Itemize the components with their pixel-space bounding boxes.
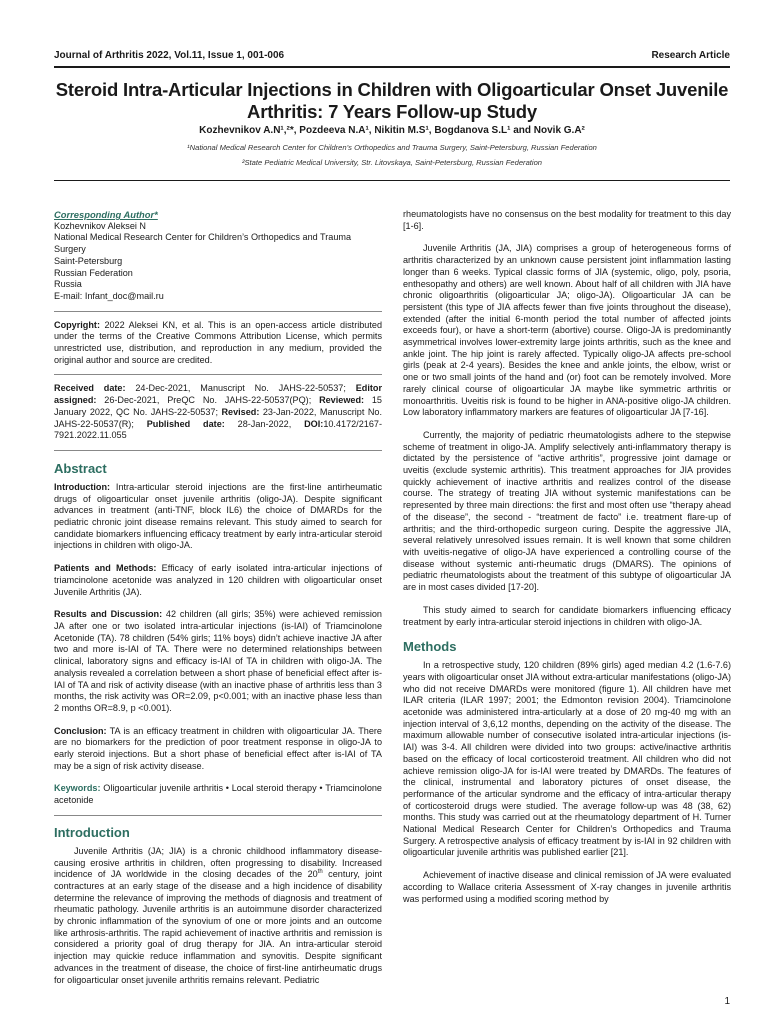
corr-line: Kozhevnikov Aleksei N xyxy=(54,220,146,231)
introduction-paragraph-2: Juvenile Arthritis (JA, JIA) comprises a group of heterogeneous forms of arthritis characterized by an unknown cause persistent joint inflammation lasting longer than 6 weeks. Typical classic forms of JIA (systemic, oligo, poly, psoria, enthesopathy and others) are well known. About half of all children with JIA have chronic oligoarthritis (oligoarticular JA; oligo-JA). Oligoarticular JA can be persistent (this type of JIA affects fewer than five joints throughout the disease), extended (after the initial 6-month period the total number of affected joints exceeds four), or have a short-term (abortive) course. Oligo-JA is predominantly asymmetrical involves lower-extremity large joints arthritis, such as the knee and ankle joint. The hip joint is rarely affected. Typically oligo-JA affects pre-school girls (peak at 2-4 years). Besides the knee and ankle joints, the elbow, wrist or one or two small joints of the hand and (or) foot can be remotely involved. More rarely clinical course of oligoarticular JA maybe like symmetric arthritis or monoarthritis. Uveitis risk is found to be higher in ANA-positive oligo-JA children. Low laboratory inflammatory markers are features of oligoarticular JA [7-16]. xyxy=(403,243,731,418)
doi-link[interactable]: 10.4172/2167-7921.2022.11.055 xyxy=(54,418,382,441)
methods-paragraph-2: Achievement of inactive disease and clinical remission of JA were evaluated according to Wallace criteria Assessment of X-ray changes in juvenile arthritis was performed using a modified scoring method by xyxy=(403,870,731,904)
divider xyxy=(54,311,382,312)
left-column xyxy=(54,209,382,986)
introduction-paragraph-1: Juvenile Arthritis (JA; JIA) is a chronic childhood inflammatory disease-causing erosive arthritis in children, often progressing to disability. Increased incidence of JA worldwide in the closing decades of the 20th century, joint contractures at an early stage of the disease and a high incidence of disability determine the relevance of improving the methods of diagnosis and treatment of rheumatic pathology. Juvenile arthritis is an autoimmune disorder characterized by chronic inflammation of the synovium of one or more joints and an outcome like arthrosis-arthritis. The rapid achievement of inactive arthritis and remission is considered a priority goal of drug therapy for JIA. An intra-articular steroid injection may quickie reduce inflammation and synovitis. Despite significant advances in the treatment of disease, the choice of first-line antirheumatic drugs for oligoarticular onset juvenile arthritis remains relevant. Pediatric xyxy=(54,845,382,985)
keywords: Keywords: Oligoarticular juvenile arthritis • Local steroid therapy • Triamcinolone acetonide xyxy=(54,783,382,806)
divider xyxy=(54,815,382,816)
page-number: 1 xyxy=(724,996,730,1007)
article-type: Research Article xyxy=(651,50,730,61)
correspondence-block xyxy=(54,209,382,303)
affiliation-1: ¹National Medical Research Center for Children’s Orthopedics and Trauma Surgery, Saint-Petersburg, Russian Federation xyxy=(187,143,597,152)
author-list: Kozhevnikov A.N¹,²*, Pozdeeva N.A¹, Nikitin M.S¹, Bogdanova S.L¹ and Novik G.A² xyxy=(199,125,585,136)
affiliation-2: ²State Pediatric Medical University, Str. Litovskaya, Saint-Petersburg, Russian Federation xyxy=(241,158,543,167)
introduction-paragraph-1-continued: rheumatologists have no consensus on the best modality for treatment to this day [1-6]. xyxy=(403,209,731,231)
abstract-heading: Abstract xyxy=(54,460,107,476)
paper-title: Steroid Intra-Articular Injections in Children with Oligoarticular Onset Juvenile Arthritis: 7 Years Follow-up Study xyxy=(55,79,729,122)
corr-email[interactable]: E-mail: Infant_doc@mail.ru xyxy=(54,290,164,301)
divider xyxy=(54,450,382,451)
dates-block: Received date: 24-Dec-2021, Manuscript No. JAHS-22-50537; Editor assigned: 26-Dec-2021, PreQC No. JAHS-22-50537(PQ); Reviewed: 15 January 2022, QC No. JAHS-22-50537; Revised: 23-Jan-2022, Manuscript No. JAHS-22-50537(R); Published date: 28-Jan-2022, DOI:10.4172/2167-7921.2022.11.055 xyxy=(54,383,383,441)
corr-line: Russian Federation xyxy=(54,267,133,278)
introduction-heading: Introduction xyxy=(54,824,130,840)
abstract-introduction: Introduction: Intra-articular steroid injections are the first-line antirheumatic drugs of oligoarticular onset juvenile arthritis (oligo-JA). Despite significant advances in treatment (anti-TNF, block IL6) the choice of DMARDs for the pediatric chronic joint disease remains relevant. This study aimed to search for candidate biomarkers influencing efficacy treatment by early intra-articular steroid injections in children with oligo-JA. xyxy=(54,481,382,551)
abstract-results: Results and Discussion: 42 children (all girls; 35%) were achieved remission JA after one or two isolated intra-articular injections (is-IAI) of Triamcinolone Acetonide (TA). 78 children (54% girls; 11% boys) didn’t achieve inactive JA after two and more is-IAI of TA. There were no determined relationships between clinical, laboratory signs and efficacy is-IAI of TA in children with oligo-JA. The analysis revealed a correlation between a short phase of beneficial effect after is-IAI of TA and risk of activity disease (with an inactive phase of arthritis less than 3 months, the risk activity was OR=2.09, p<0.001; with an inactive phase less than 2 months OR=8.9, p <0.001). xyxy=(54,609,382,713)
journal-citation: Journal of Arthritis 2022, Vol.11, Issue 1, 001-006 xyxy=(54,50,285,61)
corresponding-author-label: Corresponding Author* xyxy=(54,209,158,220)
title-rule xyxy=(54,180,730,181)
methods-paragraph-1: In a retrospective study, 120 children (89% girls) aged median 4.2 (1.6-7.6) years with oligoarticular onset JIA without extra-articular manifestations (oligo-JA) who did not receive DMARDs were monitored (figure 1). All children have met ILAR criteria (ILAR 1997; 2001; the Edmonton revision 2004). Triamcinolone acetonide was administered intra-articularly at a dose of 20 mg-40 mg with an injection interval of 3,6,12 months, depending on the activity of the disease. The maximum allowable number of consecutive isolated intra-articular injections (is-IAI) was 3-4. All children were divided into two groups: active/inactive arthritis based on the efficacy of local corticosteroid treatment. All children who did not achieve remission oligo-JA for is-IAI were treated by DMARDs. The features of the clinical, instrumental and laboratory pictures of onset disease, the performance of the articular syndrome and the efficacy of intra-articular therapy of corticosteroid drugs were studied. The average follow-up was 48 (38, 62) months. This study was carried out at the rheumatology department of H. Turner National Medical Research Center for Children’s Orthopedics and Trauma Surgery. A retrospective analysis of efficacy treatment by is-IAI in 92 children with oligoarticular juvenile arthritis was published earlier [21]. xyxy=(403,660,731,858)
right-column xyxy=(403,209,731,905)
abstract-conclusion: Conclusion: TA is an efficacy treatment in children with oligoarticular JA. There are no biomarkers for the prediction of poor treatment response in oligo-JA to early steroid injections. But a short phase of beneficial effect after is-IAI of TA may be a sign of risk activity disease. xyxy=(54,725,382,771)
header-rule xyxy=(54,66,730,68)
introduction-paragraph-3: Currently, the majority of pediatric rheumatologists adhere to the stepwise scheme of treatment in oligo-JA. Amplify selectively anti-inflammatory therapy is dictated by the persistence of “active arthritis”, progressive joint damage or uveitis (exclude systemic arthritis). This treatment approaches for JIA provides quickly achievement of inactive arthritis and realizes control of the disease course. The strategy of treating JIA without systemic manifestations can be represented by three main directions: the first and most often use “therapy ahead of the disease”, the second - “treatment de facto” i.e. treatment flare-up of arthritis; and the third-orthopedic surgeon curing. Despite the aggressive JIA, several relatively unresolved issues remain. It is well known that some children with uveitis-negative of oligo-JA have experienced a controlling course of the disease without systemic anti-rheumatic drugs (DMARS). The opinions of pediatric rheumatologists about the treatment of this subtype of oligoarticular JA are in most cases divided [17-20]. xyxy=(403,429,731,593)
abstract-methods: Patients and Methods: Efficacy of early isolated intra-articular injections of triamcinolone acetonide was analyzed in 120 children with oligoarticular onset Juvenile Arthritis (JA). xyxy=(54,563,382,597)
corr-line: National Medical Research Center for Children’s Orthopedics and Trauma Surgery xyxy=(54,232,352,255)
copyright-notice: Copyright: 2022 Aleksei KN, et al. This is an open-access article distributed under the terms of the Creative Commons Attribution License, which permits unrestricted use, distribution, and reproduction in any medium, provided the original author and source are credited. xyxy=(54,319,382,365)
corr-line: Saint-Petersburg xyxy=(54,255,123,266)
corr-line: Russia xyxy=(54,279,82,290)
introduction-paragraph-4: This study aimed to search for candidate biomarkers influencing efficacy treatment by early intra-articular steroid injections in children with oligo-JA. xyxy=(403,604,731,627)
methods-heading: Methods xyxy=(403,639,457,655)
divider xyxy=(54,374,382,375)
